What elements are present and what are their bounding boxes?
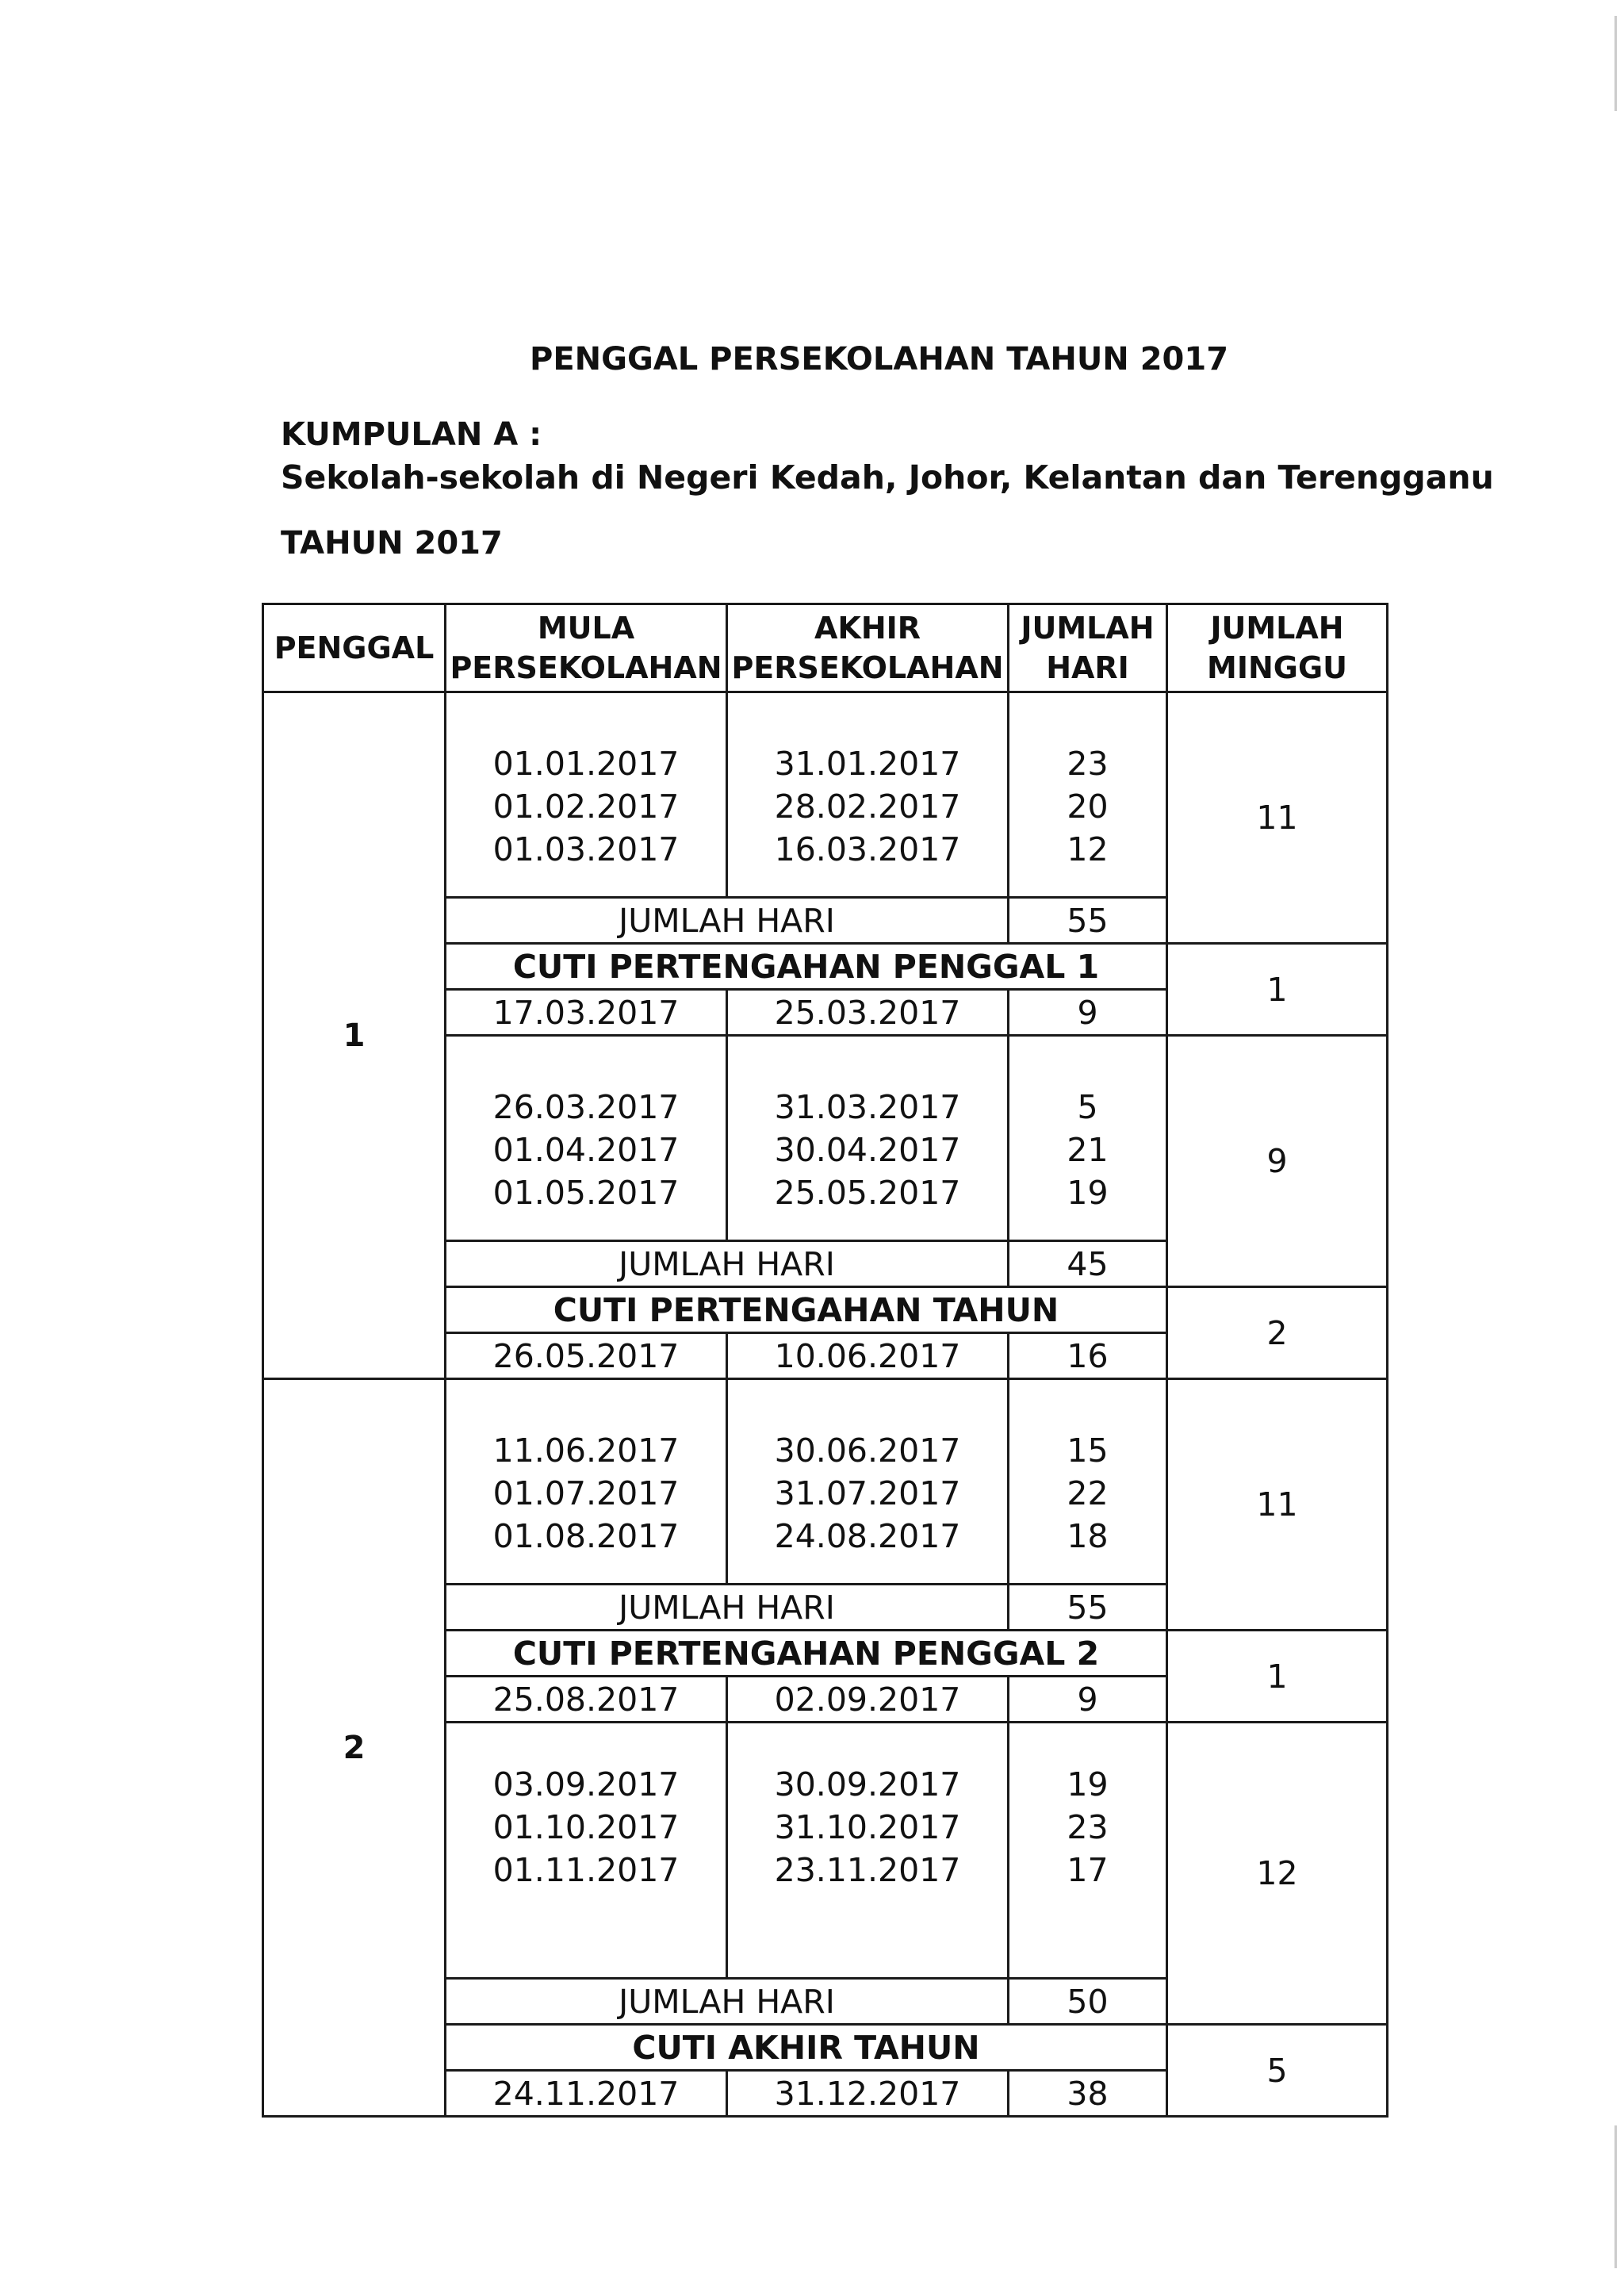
p1-break-b-title: CUTI PERTENGAHAN TAHUN <box>446 1287 1167 1333</box>
p2-break-a-start: 25.08.2017 <box>446 1677 727 1723</box>
p2-break-a-days: 9 <box>1009 1677 1167 1723</box>
p2a-total-label: JUMLAH HARI <box>446 1585 1009 1631</box>
p1a-day-counts: 23 20 12 <box>1009 692 1167 898</box>
p1a-start-dates: 01.01.2017 01.02.2017 01.03.2017 <box>446 692 727 898</box>
p1-break-b-days: 16 <box>1009 1333 1167 1379</box>
page-title: PENGGAL PERSEKOLAHAN TAHUN 2017 <box>530 341 1229 378</box>
p2a-total: 55 <box>1009 1585 1167 1631</box>
scan-edge-mark <box>1614 16 1617 111</box>
p2-break-b-days: 38 <box>1009 2071 1167 2117</box>
header-akhir: AKHIR PERSEKOLAHAN <box>727 604 1009 692</box>
p2-break-b-weeks: 5 <box>1167 2025 1388 2117</box>
p2b-end-dates: 30.09.2017 31.10.2017 23.11.2017 <box>727 1723 1009 1979</box>
p2-break-a-title: CUTI PERTENGAHAN PENGGAL 2 <box>446 1631 1167 1677</box>
group-label: KUMPULAN A : <box>281 416 542 453</box>
p2-break-b-title: CUTI AKHIR TAHUN <box>446 2025 1167 2071</box>
p1-block-a-row <box>263 692 1388 898</box>
p1-break-a-end: 25.03.2017 <box>727 990 1009 1036</box>
p1a-total: 55 <box>1009 898 1167 944</box>
header-mula: MULA PERSEKOLAHAN <box>446 604 727 692</box>
penggal-1-cell: 1 <box>263 692 446 1379</box>
p2a-day-counts: 15 22 18 <box>1009 1379 1167 1585</box>
p1-break-a-title: CUTI PERTENGAHAN PENGGAL 1 <box>446 944 1167 990</box>
header-jumlah-hari: JUMLAH HARI <box>1009 604 1167 692</box>
p1-break-a-days: 9 <box>1009 990 1167 1036</box>
header-jumlah-minggu: JUMLAH MINGGU <box>1167 604 1388 692</box>
p2b-total-label: JUMLAH HARI <box>446 1979 1009 2025</box>
p1-break-b-start: 26.05.2017 <box>446 1333 727 1379</box>
p2-block-a-row <box>263 1379 1388 1585</box>
penggal-2-cell: 2 <box>263 1379 446 2117</box>
p2-break-b-start: 24.11.2017 <box>446 2071 727 2117</box>
p2a-weeks: 11 <box>1167 1379 1388 1631</box>
p1a-total-label: JUMLAH HARI <box>446 898 1009 944</box>
scan-edge-mark <box>1614 2125 1617 2268</box>
p2b-start-dates: 03.09.2017 01.10.2017 01.11.2017 <box>446 1723 727 1979</box>
p2-break-a-weeks: 1 <box>1167 1631 1388 1723</box>
p1a-end-dates: 31.01.2017 28.02.2017 16.03.2017 <box>727 692 1009 898</box>
group-description: Sekolah-sekolah di Negeri Kedah, Johor, Kelantan dan Terengganu <box>281 458 1494 496</box>
p1b-day-counts: 5 21 19 <box>1009 1036 1167 1241</box>
p2b-weeks: 12 <box>1167 1723 1388 2025</box>
p1-break-b-weeks: 2 <box>1167 1287 1388 1379</box>
p2a-start-dates: 11.06.2017 01.07.2017 01.08.2017 <box>446 1379 727 1585</box>
p1b-start-dates: 26.03.2017 01.04.2017 01.05.2017 <box>446 1036 727 1241</box>
p1b-total-label: JUMLAH HARI <box>446 1241 1009 1287</box>
p2-break-a-end: 02.09.2017 <box>727 1677 1009 1723</box>
p2b-day-counts: 19 23 17 <box>1009 1723 1167 1979</box>
header-penggal: PENGGAL <box>263 604 446 692</box>
p2-break-b-end: 31.12.2017 <box>727 2071 1009 2117</box>
p2a-end-dates: 30.06.2017 31.07.2017 24.08.2017 <box>727 1379 1009 1585</box>
school-term-table <box>262 603 1388 2118</box>
year-label: TAHUN 2017 <box>281 525 503 562</box>
p1b-total: 45 <box>1009 1241 1167 1287</box>
p1-break-a-start: 17.03.2017 <box>446 990 727 1036</box>
header-row <box>263 604 1388 692</box>
p2b-total: 50 <box>1009 1979 1167 2025</box>
p1-break-a-weeks: 1 <box>1167 944 1388 1036</box>
p1b-end-dates: 31.03.2017 30.04.2017 25.05.2017 <box>727 1036 1009 1241</box>
p1b-weeks: 9 <box>1167 1036 1388 1287</box>
p1a-weeks: 11 <box>1167 692 1388 944</box>
p1-break-b-end: 10.06.2017 <box>727 1333 1009 1379</box>
